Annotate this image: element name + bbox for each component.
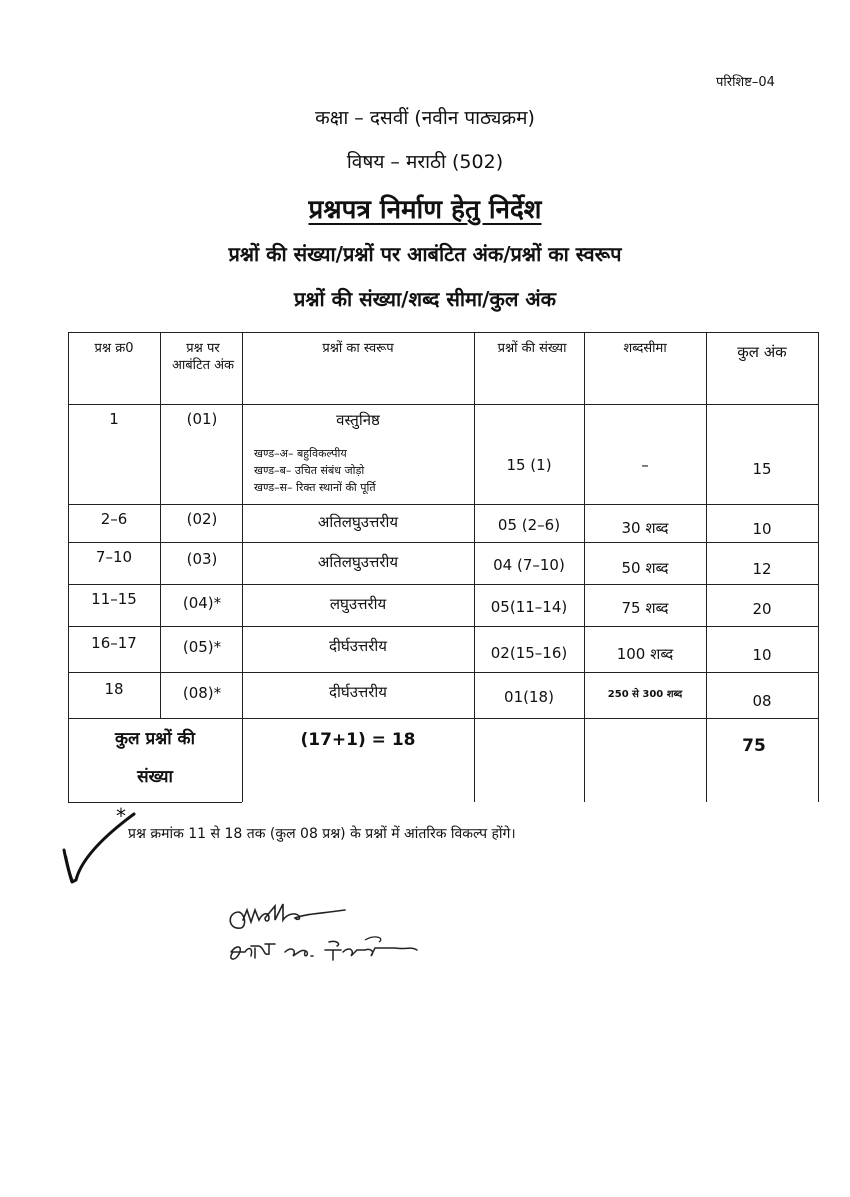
row6-type: दीर्घउत्तरीय (328, 683, 388, 701)
row4-q-no: 11–15 (91, 590, 137, 608)
row3-marks: (03) (186, 550, 218, 568)
subtitle-1: प्रश्नों की संख्या/प्रश्नों पर आबंटित अंक/प्रश्नों का स्वरूप (228, 242, 622, 266)
header-type: प्रश्नों का स्वरूप (322, 341, 394, 356)
row2-marks: (02) (186, 510, 218, 528)
note-star: * (116, 804, 126, 828)
row4-marks: (04)* (182, 594, 222, 612)
note-text: प्रश्न क्रमांक 11 से 18 तक (कुल 08 प्रश्न) के प्रश्नों में आंतरिक विकल्प होंगे। (128, 826, 516, 842)
row5-total: 10 (752, 646, 772, 664)
subject-line: विषय – मराठी (502) (346, 151, 504, 173)
footer-total: 75 (742, 736, 766, 756)
row1-sub-item: खण्ड–स– रिक्त स्थानों की पूर्ति (254, 481, 376, 494)
row3-word-limit: 50 शब्द (621, 559, 669, 577)
row5-q-no: 16–17 (91, 634, 137, 652)
signature-icon (225, 890, 435, 980)
row2-q-no: 2–6 (100, 510, 128, 528)
table-line (818, 332, 819, 802)
row4-word-limit: 75 शब्द (621, 599, 669, 617)
row4-count: 05(11–14) (490, 598, 568, 616)
row1-q-no: 1 (109, 410, 119, 428)
row1-type: वस्तुनिष्ठ (336, 411, 380, 429)
table-line (68, 332, 69, 802)
footer-label-line1: कुल प्रश्नों की (115, 729, 195, 749)
subtitle-2: प्रश्नों की संख्या/शब्द सीमा/कुल अंक (294, 287, 556, 311)
table-line (242, 332, 243, 802)
row6-q-no: 18 (104, 680, 124, 698)
header-total: कुल अंक (737, 343, 787, 361)
header-marks-per-q: प्रश्न पर आबंटित अंक (171, 341, 235, 373)
header-q-no: प्रश्न क्र0 (94, 341, 134, 356)
row5-word-limit: 100 शब्द (616, 645, 674, 663)
row6-marks: (08)* (182, 684, 222, 702)
table-line (706, 332, 707, 802)
row4-type: लघुउत्तरीय (329, 595, 387, 613)
table-line (584, 332, 585, 802)
row5-type: दीर्घउत्तरीय (328, 637, 388, 655)
page-title-text: प्रश्नपत्र निर्माण हेतु निर्देश (308, 195, 542, 225)
row6-word-limit: 250 से 300 शब्द (607, 689, 683, 700)
row1-sub-item: खण्ड–अ– बहुविकल्पीय (254, 447, 347, 460)
check-mark-icon (60, 812, 140, 892)
row4-total: 20 (752, 600, 772, 618)
row5-count: 02(15–16) (490, 644, 568, 662)
row1-total: 15 (752, 460, 772, 478)
row1-marks: (01) (186, 410, 218, 428)
row2-count: 05 (2–6) (497, 516, 561, 534)
row3-total: 12 (752, 560, 772, 578)
class-line: कक्षा – दसवीं (नवीन पाठ्यक्रम) (315, 107, 535, 129)
appendix-label: परिशिष्ट–04 (716, 75, 775, 90)
row6-count: 01(18) (504, 688, 554, 706)
row1-count: 15 (1) (506, 456, 552, 474)
footer-formula: (17+1) = 18 (300, 730, 416, 750)
footer-label-line2: संख्या (137, 767, 173, 787)
table-line (160, 332, 161, 718)
row3-type: अतिलघुउत्तरीय (317, 553, 399, 571)
row2-type: अतिलघुउत्तरीय (317, 513, 399, 531)
row5-marks: (05)* (182, 638, 222, 656)
header-word-limit: शब्दसीमा (623, 341, 667, 356)
row2-total: 10 (752, 520, 772, 538)
row1-word-limit: – (641, 456, 649, 474)
header-count: प्रश्नों की संख्या (497, 341, 567, 356)
table-line (474, 332, 475, 802)
table-line (68, 802, 242, 803)
row3-q-no: 7–10 (95, 548, 133, 566)
row2-word-limit: 30 शब्द (621, 519, 669, 537)
row1-sub-item: खण्ड–ब– उचित संबंध जोड़ो (254, 464, 365, 477)
row6-total: 08 (752, 692, 772, 710)
row3-count: 04 (7–10) (493, 556, 565, 574)
page-title (0, 190, 850, 226)
